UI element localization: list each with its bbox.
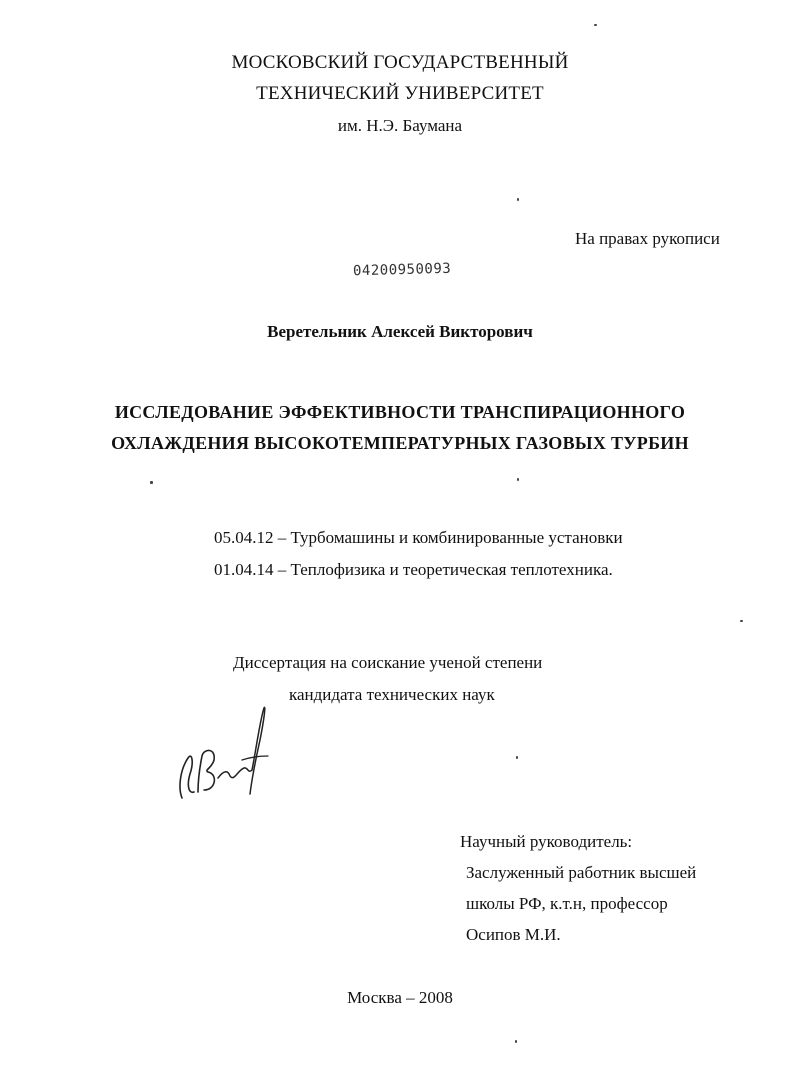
scan-speck [517,198,519,201]
scan-speck [594,24,597,26]
university-named-after: им. Н.Э. Баумана [337,116,463,135]
registration-number-stamp: 04200950093 [352,260,452,280]
handwritten-signature [168,700,278,810]
specialty-2: 01.04.14 – Теплофизика и теоретическая теплотехника. [214,560,613,579]
manuscript-rights-note: На правах рукописи [575,229,720,248]
supervisor-name: Осипов М.И. [466,925,561,944]
scan-speck [517,478,519,481]
specialty-1: 05.04.12 – Турбомашины и комбинированные установки [214,528,623,547]
supervisor-title-line-2: школы РФ, к.т.н, профессор [466,894,668,913]
scan-speck [516,756,518,759]
scan-speck [150,481,153,484]
author-name: Веретельник Алексей Викторович [267,322,533,341]
scan-speck [740,620,743,622]
city-year: Москва – 2008 [347,988,453,1007]
degree-line-2: кандидата технических наук [289,685,495,704]
scan-speck [515,1040,517,1043]
supervisor-title-line-1: Заслуженный работник высшей [466,863,697,882]
degree-line-1: Диссертация на соискание ученой степени [233,653,543,672]
dissertation-title-line-2: ОХЛАЖДЕНИЯ ВЫСОКОТЕМПЕРАТУРНЫХ ГАЗОВЫХ ТУРБИН [111,433,689,453]
dissertation-title-line-1: ИССЛЕДОВАНИЕ ЭФФЕКТИВНОСТИ ТРАНСПИРАЦИОННОГО [114,402,686,422]
university-name-line-1: МОСКОВСКИЙ ГОСУДАРСТВЕННЫЙ [231,52,569,73]
university-name-line-2: ТЕХНИЧЕСКИЙ УНИВЕРСИТЕТ [256,83,544,104]
supervisor-label: Научный руководитель: [460,832,633,851]
